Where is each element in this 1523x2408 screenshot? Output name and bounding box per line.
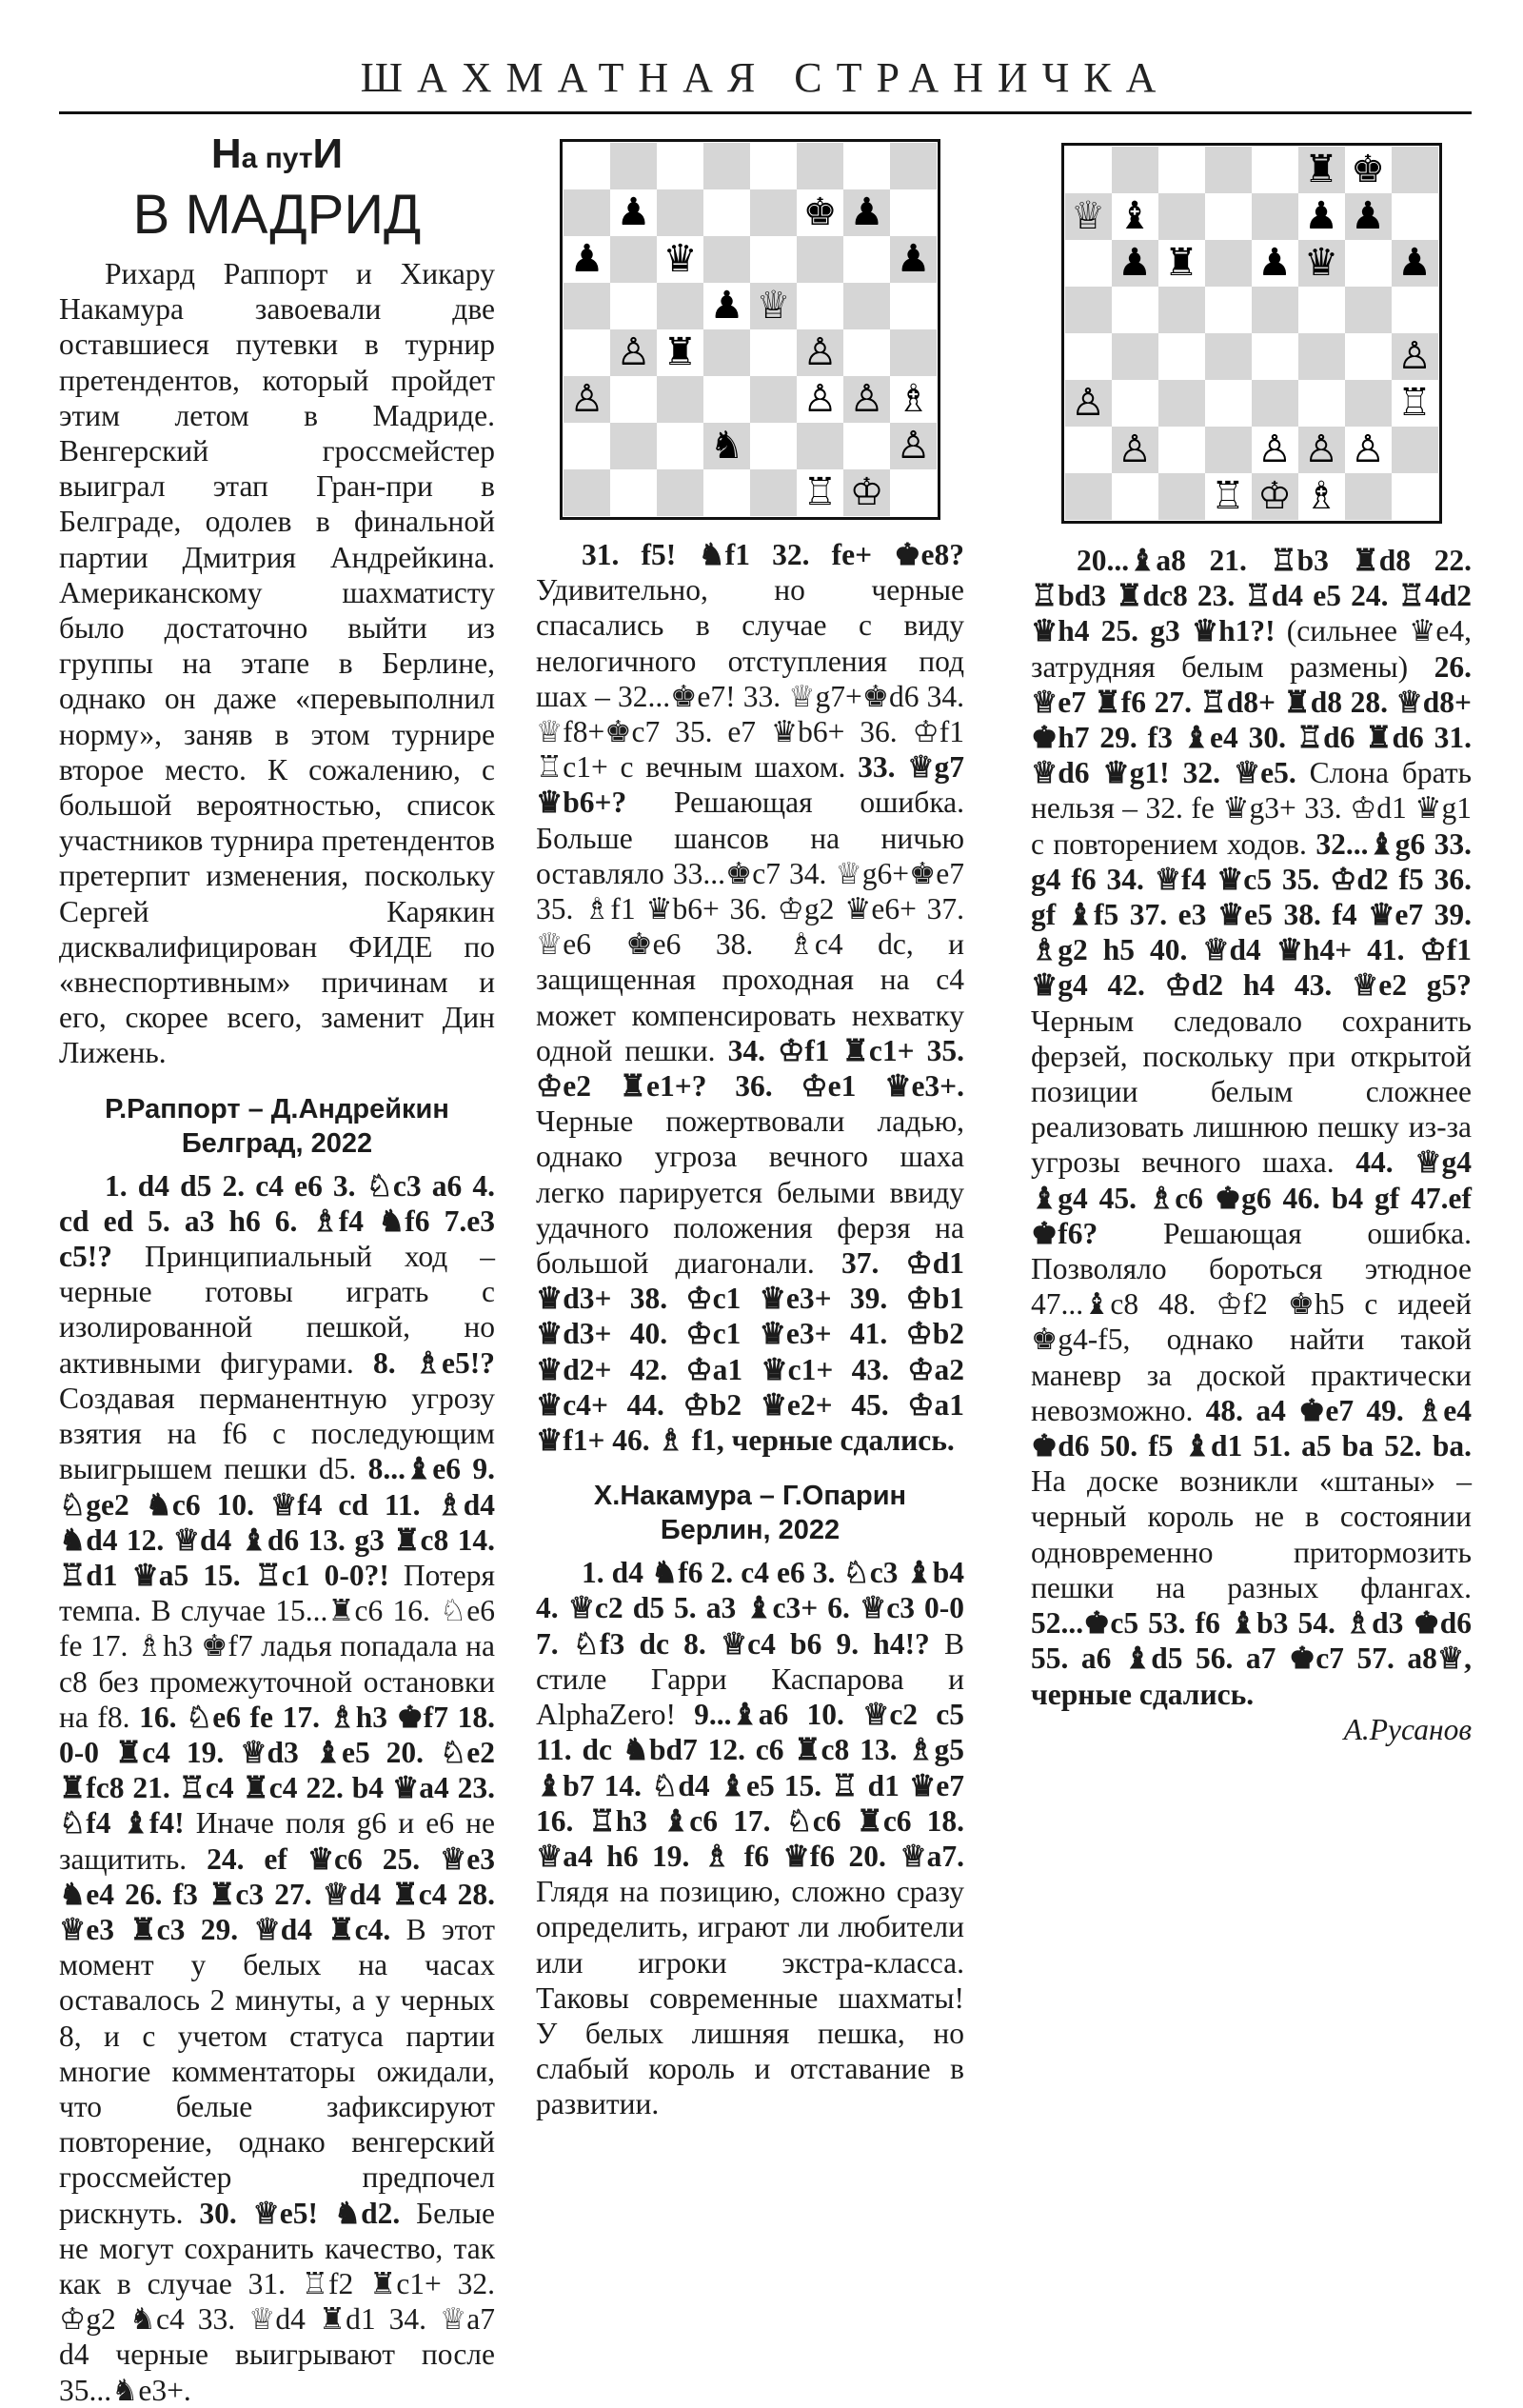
- board-square: [890, 143, 937, 189]
- board-square: [1065, 287, 1112, 333]
- board-square: [1112, 333, 1158, 380]
- black-pawn-icon: ♟: [1351, 194, 1385, 238]
- white-rook-icon: ♖: [1397, 381, 1432, 425]
- game1-heading: [59, 1092, 495, 1161]
- board-square: [1205, 287, 1252, 333]
- board-square: [1158, 427, 1205, 473]
- board-square: [1205, 147, 1252, 193]
- board-square: [1252, 287, 1298, 333]
- board-square: [1205, 333, 1252, 380]
- board-square: [610, 143, 657, 189]
- board-square: [610, 283, 657, 329]
- author-signature: А.Русанов: [1343, 1712, 1472, 1746]
- board-square: [703, 189, 750, 236]
- white-pawn-icon: ♙: [802, 377, 838, 421]
- white-pawn-icon: ♙: [1071, 381, 1105, 425]
- black-rook-icon: ♜: [1304, 148, 1338, 191]
- black-king-icon: ♚: [1351, 148, 1385, 191]
- chess-diagram-2: [1061, 143, 1442, 524]
- white-bishop-icon: ♗: [1304, 474, 1338, 518]
- board-square: [1298, 380, 1345, 427]
- board-square: [703, 376, 750, 423]
- white-pawn-icon: ♙: [1257, 428, 1292, 471]
- black-queen-icon: ♛: [1304, 241, 1338, 285]
- board-square: [564, 189, 610, 236]
- white-pawn-icon: ♙: [849, 377, 884, 421]
- board-square: [843, 283, 890, 329]
- black-bishop-icon: ♝: [1118, 194, 1152, 238]
- white-rook-icon: ♖: [1211, 474, 1245, 518]
- white-pawn-icon: ♙: [1118, 428, 1152, 471]
- game1-text-2: 31. f5! ♞f1 32. fe+ ♚e8? Удивительно, но черные спасались в случае с виду нелогичного отступления под шах – 32...♚e7! 33. ♕g7+♚d6 34. ♕f8+♚c7 35. e7 ♛b6+ 36. ♔f1 ♖c1+ с вечным шахом. 33. ♕g7 ♛b6+? Решающая ошибка. Больше шансов на ничью оставляло 33...♚c7 34. ♕g6+♚e7 35. ♗f1 ♛b6+ 36. ♔g2 ♛e6+ 37. ♕e6 ♚e6 38. ♗c4 dc, и защищенная проходная на c4 может компенсировать нехватку одной пешки. 34. ♔f1 ♜c1+ 35. ♔e2 ♜e1+? 36. ♔e1 ♛e3+. Черные пожертвовали ладью, однако угроза вечного шаха легко парируется белыми ввиду удачного положения ферзя на большой диагонали. 37. ♔d1 ♛d3+ 38. ♔c1 ♛e3+ 39. ♔b1 ♛d3+ 40. ♔c1 ♛e3+ 41. ♔b2 ♛d2+ 42. ♔a1 ♛c1+ 43. ♔a2 ♛c4+ 44. ♔b2 ♛e2+ 45. ♔a1 ♛f1+ 46. ♗ f1, черные сдались.: [536, 538, 964, 1458]
- game2-text-1: 1. d4 ♞f6 2. c4 e6 3. ♘c3 ♝b4 4. ♕c2 d5 5. a3 ♝c3+ 6. ♕c3 0-0 7. ♘f3 dc 8. ♕c4 b6 9. h4!? В стиле Гарри Каспарова и AlphaZero! 9...♝a6 10. ♕c2 c5 11. dc ♞bd7 12. c6 ♜c8 13. ♗g5 ♝b7 14. ♘d4 ♝e5 15. ♖ d1 ♛e7 16. ♖h3 ♝c6 17. ♘c6 ♜c6 18. ♕a4 h6 19. ♗ f6 ♛f6 20. ♕a7. Глядя на позицию, сложно сразу определить, играют ли любители или игроки экстра-класса. Таковы современные шахматы! У белых лишняя пешка, но слабый король и отставание в развитии.: [536, 1556, 964, 2121]
- column-3: [1031, 122, 1472, 1747]
- black-rook-icon: ♜: [663, 330, 698, 374]
- board-square: [1158, 147, 1205, 193]
- black-pawn-icon: ♟: [896, 237, 931, 281]
- white-king-icon: ♔: [849, 470, 884, 514]
- column-2: [536, 122, 964, 2122]
- game1-players: Р.Раппорт – Д.Андрейкин: [105, 1093, 449, 1124]
- article-title-line1: На путИ: [210, 130, 344, 177]
- board-square: [750, 236, 797, 283]
- board-square: [1345, 333, 1392, 380]
- white-king-icon: ♔: [1257, 474, 1292, 518]
- board-square: [1252, 333, 1298, 380]
- board-square: [1158, 193, 1205, 240]
- board-square: [1065, 240, 1112, 287]
- board-square: [610, 236, 657, 283]
- board-square: [843, 236, 890, 283]
- board-square: [797, 283, 843, 329]
- board-square: [1345, 240, 1392, 287]
- board-square: [1112, 147, 1158, 193]
- black-pawn-icon: ♟: [569, 237, 604, 281]
- white-queen-icon: ♕: [756, 284, 791, 328]
- board-square: [703, 329, 750, 376]
- white-pawn-icon: ♙: [1351, 428, 1385, 471]
- board-square: [657, 143, 703, 189]
- white-pawn-icon: ♙: [616, 330, 651, 374]
- header-rule: [59, 111, 1472, 114]
- board-square: [1205, 380, 1252, 427]
- board-square: [657, 423, 703, 469]
- board-square: [610, 469, 657, 516]
- board-square: [890, 189, 937, 236]
- white-pawn-icon: ♙: [896, 424, 931, 468]
- board-square: [657, 469, 703, 516]
- board-square: [1205, 240, 1252, 287]
- game2-players: Х.Накамура – Г.Опарин: [593, 1481, 907, 1512]
- black-pawn-icon: ♟: [1257, 241, 1292, 285]
- board-square: [1158, 333, 1205, 380]
- board-square: [750, 376, 797, 423]
- board-square: [750, 143, 797, 189]
- article-title-line2: В МАДРИД: [132, 184, 422, 246]
- board-square: [1158, 287, 1205, 333]
- black-king-icon: ♚: [802, 190, 838, 234]
- game2-heading: [536, 1479, 964, 1547]
- board-square: [1158, 473, 1205, 520]
- board-square: [1345, 287, 1392, 333]
- board-square: [1252, 147, 1298, 193]
- board-square: [1392, 147, 1438, 193]
- board-square: [703, 469, 750, 516]
- board-square: [1392, 193, 1438, 240]
- board-square: [1345, 380, 1392, 427]
- board-square: [750, 329, 797, 376]
- board-square: [610, 376, 657, 423]
- board-square: [657, 283, 703, 329]
- board-square: [890, 283, 937, 329]
- section-header: ШАХМАТНАЯ СТРАНИЧКА: [360, 54, 1171, 101]
- game1-text-1: 1. d4 d5 2. c4 e6 3. ♘c3 a6 4. cd ed 5. a3 h6 6. ♗f4 ♞f6 7.e3 c5!? Принципиальный ход – черные готовы играть с изолированной пешкой, но активными фигурами. 8. ♗e5!? Создавая перманентную угрозу взятия на f6 с последующим выигрышем пешки d5. 8...♝e6 9. ♘ge2 ♞c6 10. ♕f4 cd 11. ♗d4 ♞d4 12. ♕d4 ♝d6 13. g3 ♜c8 14. ♖d1 ♛a5 15. ♖c1 0-0?! Потеря темпа. В случае 15...♜c6 16. ♘e6 fe 17. ♗h3 ♚f7 ладья попадала на c8 без промежуточной остановки на f8. 16. ♘e6 fe 17. ♗h3 ♚f7 18. 0-0 ♜c4 19. ♕d3 ♝e5 20. ♘e2 ♜fc8 21. ♖c4 ♜c4 22. b4 ♛a4 23. ♘f4 ♝f4! Иначе поля g6 и e6 не защитить. 24. ef ♛c6 25. ♕e3 ♞e4 26. f3 ♜c3 27. ♕d4 ♜c4 28. ♕e3 ♜c3 29. ♕d4 ♜c4. В этот момент у белых на часах оставалось 2 минуты, а у черных 8, и с учетом статуса партии многие комментаторы ожидали, что белые зафиксируют повторение, однако венгерский гроссмейстер предпочел рискнуть. 30. ♕e5! ♞d2. Белые не могут сохранить качество, так как в случае 31. ♖f2 ♜c1+ 32. ♔g2 ♞c4 33. ♕d4 ♜d1 34. ♕a7 d4 черные выигрывают после 35...♞e3+.: [59, 1168, 496, 2407]
- board-square: [797, 143, 843, 189]
- white-pawn-icon: ♙: [569, 377, 604, 421]
- board-square: [1298, 333, 1345, 380]
- game1-place: Белград, 2022: [181, 1127, 373, 1159]
- white-rook-icon: ♖: [802, 470, 838, 514]
- board-square: [703, 236, 750, 283]
- board-square: [1345, 473, 1392, 520]
- board-square: [564, 329, 610, 376]
- board-square: [797, 423, 843, 469]
- white-queen-icon: ♕: [1071, 194, 1105, 238]
- board-square: [657, 376, 703, 423]
- board-square: [1158, 380, 1205, 427]
- board-square: [1065, 333, 1112, 380]
- board-square: [750, 423, 797, 469]
- black-pawn-icon: ♟: [709, 284, 744, 328]
- board-square: [1392, 473, 1438, 520]
- game2-text-2: 20...♝a8 21. ♖b3 ♜d8 22. ♖bd3 ♜dc8 23. ♖d4 e5 24. ♖4d2 ♛h4 25. g3 ♛h1?! (сильнее ♛e4, затрудняя белым размены) 26. ♕e7 ♜f6 27. ♖d8+ ♜d8 28. ♕d8+ ♚h7 29. f3 ♝e4 30. ♖d6 ♜d6 31. ♕d6 ♛g1! 32. ♕e5. Слона брать нельзя – 32. fe ♛g3+ 33. ♔d1 ♛g1 с повторением ходов. 32...♝g6 33. g4 f6 34. ♕f4 ♛c5 35. ♔d2 f5 36. gf ♝f5 37. e3 ♛e5 38. f4 ♛e7 39. ♗g2 h5 40. ♕d4 ♛h4+ 41. ♔f1 ♛g4 42. ♔d2 h4 43. ♕e2 g5? Черным следовало сохранить ферзей, поскольку при открытой позиции белым сложнее реализовать лишнюю пешку из-за угрозы вечного шаха. 44. ♕g4 ♝g4 45. ♗c6 ♚g6 46. b4 gf 47.ef ♚f6? Решающая ошибка. Позволяло бороться этюдное 47...♝c8 48. ♔f2 ♚h5 с идеей ♚g4-f5, однако найти такой маневр за доской практически невозможно. 48. a4 ♚e7 49. ♗e4 ♚d6 50. f5 ♝d1 51. a5 ba 52. ba. На доске возникли «штаны» – черный король не в состоянии одновременно притормозить пешки на разных флангах. 52...♚c5 53. f6 ♝b3 54. ♗d3 ♚d6 55. a6 ♝d5 56. a7 ♚c7 57. a8♕, черные сдались.: [1031, 544, 1472, 1711]
- board-square: [657, 189, 703, 236]
- black-pawn-icon: ♟: [1118, 241, 1152, 285]
- board-square: [1205, 427, 1252, 473]
- board-square: [750, 469, 797, 516]
- board-square: [1112, 473, 1158, 520]
- board-square: [703, 143, 750, 189]
- board-square: [890, 329, 937, 376]
- column-1: [59, 122, 495, 2408]
- intro-paragraph: Рихард Раппорт и Хикару Накамура завоевали две оставшиеся путевки в турнир претендентов, который пройдет этим летом в Мадриде. Венгерский гроссмейстер выиграл этап Гран-при в Белграде, одолев в финальной партии Дмитрия Андрейкина. Американскому шахматисту было достаточно выйти из группы на этапе в Берлине, однако он даже «перевыполнил норму», заняв в этом турнире второе место. К сожалению, с большой вероятностью, список участников турнира претендентов претерпит изменения, поскольку Сергей Карякин дисквалифицирован ФИДЕ по «внеспортивным» причинам и его, скорее всего, заменит Дин Лижень.: [59, 257, 495, 1070]
- board-square: [1392, 427, 1438, 473]
- board-square: [564, 143, 610, 189]
- board-square: [1065, 473, 1112, 520]
- black-pawn-icon: ♟: [616, 190, 651, 234]
- black-queen-icon: ♛: [663, 237, 698, 281]
- black-pawn-icon: ♟: [1397, 241, 1432, 285]
- black-rook-icon: ♜: [1164, 241, 1198, 285]
- board-square: [564, 283, 610, 329]
- black-pawn-icon: ♟: [1304, 194, 1338, 238]
- board-square: [1252, 193, 1298, 240]
- board-square: [1112, 287, 1158, 333]
- board-square: [843, 143, 890, 189]
- board-square: [1298, 287, 1345, 333]
- board-square: [797, 236, 843, 283]
- board-square: [843, 329, 890, 376]
- board-square: [1392, 287, 1438, 333]
- board-square: [1112, 380, 1158, 427]
- white-pawn-icon: ♙: [1304, 428, 1338, 471]
- board-square: [1065, 427, 1112, 473]
- black-pawn-icon: ♟: [849, 190, 884, 234]
- board-square: [1065, 147, 1112, 193]
- board-square: [1252, 380, 1298, 427]
- board-square: [564, 423, 610, 469]
- board-square: [564, 469, 610, 516]
- white-pawn-icon: ♙: [802, 330, 838, 374]
- board-square: [610, 423, 657, 469]
- game2-place: Берлин, 2022: [660, 1515, 841, 1546]
- board-square: [890, 469, 937, 516]
- white-pawn-icon: ♙: [1397, 334, 1432, 378]
- white-bishop-icon: ♗: [896, 377, 931, 421]
- chess-diagram-1: [560, 139, 940, 520]
- board-square: [1205, 193, 1252, 240]
- board-square: [750, 189, 797, 236]
- board-square: [843, 423, 890, 469]
- black-knight-icon: ♞: [709, 424, 744, 468]
